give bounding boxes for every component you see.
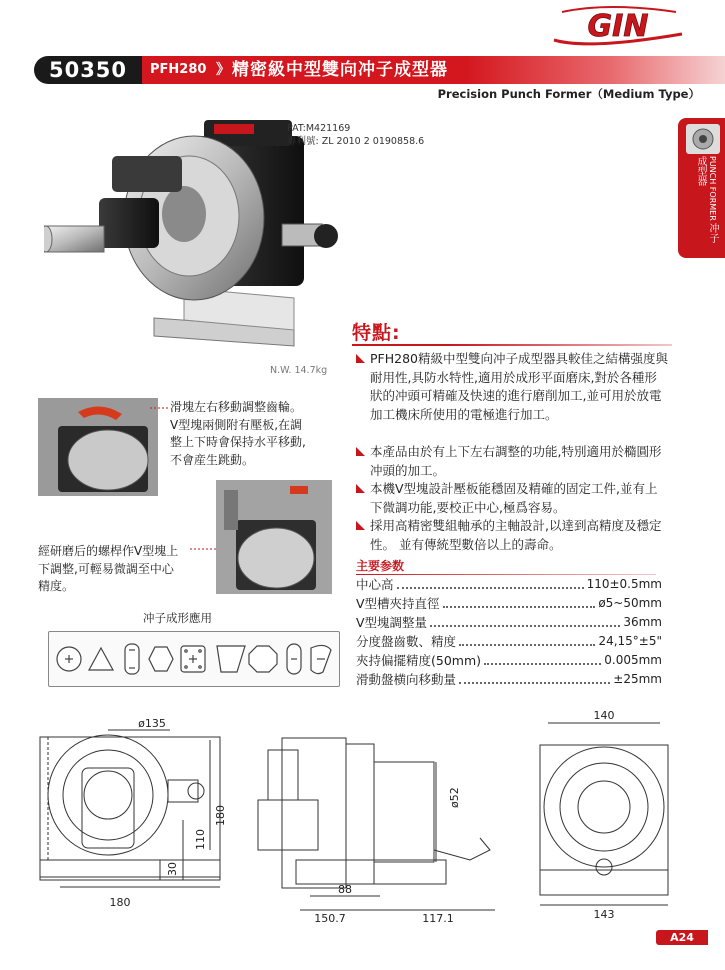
brand-logo-text: GIN xyxy=(587,9,649,44)
shapes-title: 冲子成形應用 xyxy=(143,611,212,625)
slot-shape-icon xyxy=(125,644,139,674)
spec-leader xyxy=(397,575,584,589)
model-code: PFH280 xyxy=(150,62,207,77)
callout-leader xyxy=(150,404,170,412)
dim-front-h1: 30 xyxy=(166,862,179,876)
callout-leader xyxy=(190,545,220,553)
spec-row xyxy=(356,670,662,689)
chevron-icon: 》 xyxy=(216,62,230,78)
dim-front-width: 180 xyxy=(109,896,131,909)
dim-side-diameter: ø52 xyxy=(448,787,461,808)
features-title: 特點: xyxy=(352,322,401,344)
tab-label-zh: 冲子成型器 xyxy=(695,156,718,244)
spec-value: 36mm xyxy=(623,615,662,629)
brand-logo xyxy=(548,4,688,48)
front-view-drawing xyxy=(40,730,220,887)
spec-row xyxy=(356,575,662,594)
spec-value: ø5~50mm xyxy=(598,596,662,610)
spec-row xyxy=(356,651,662,670)
net-weight: N.W. 14.7kg xyxy=(270,365,328,376)
trapezoid-shape-icon xyxy=(217,646,245,672)
dim-front-h3: 180 xyxy=(214,805,227,826)
spec-value: 110±0.5mm xyxy=(586,577,662,591)
teardrop-shape-icon xyxy=(311,645,331,673)
square-shape-icon xyxy=(181,646,205,672)
dim-back-bottom: 143 xyxy=(593,908,615,921)
shapes-panel xyxy=(48,631,340,687)
dim-front-h2: 110 xyxy=(194,829,207,850)
dim-back-top: 140 xyxy=(593,709,615,722)
hexagon-shape-icon xyxy=(149,647,173,671)
callout-screw xyxy=(38,543,178,596)
feature-text: 採用高精密雙組軸承的主軸設計,以達到高精度及穩定性。 並有傳統型數倍以上的壽命。 xyxy=(370,518,662,552)
callout-line: 下調整,可輕易微調至中心 xyxy=(38,561,174,576)
back-view-drawing xyxy=(540,723,668,905)
feature-item xyxy=(356,443,668,480)
tab-label-en: PUNCH FORMER xyxy=(708,156,717,221)
callout-line: 不會産生跳動。 xyxy=(170,452,255,467)
spec-leader xyxy=(443,594,596,608)
callout-line: V型塊兩側附有壓板,在調 xyxy=(170,417,303,432)
model-number: 50350 xyxy=(34,56,142,84)
patent-number: PAT:M421169 xyxy=(287,123,351,134)
patent-cn-number: 專利號: ZL 2010 2 0190858.6 xyxy=(287,136,425,147)
feature-text: 本產品由於有上下左右調整的功能,特別適用於橢圓形冲頭的加工。 xyxy=(370,444,662,478)
spec-label: 滑動盤横向移動量 xyxy=(356,672,457,687)
spec-value: ±25mm xyxy=(613,672,662,686)
dim-side-d2: 150.7 xyxy=(314,912,346,925)
octagon-shape-icon xyxy=(249,646,277,672)
detail-photo-slide xyxy=(38,398,158,496)
dim-side-d3: 117.1 xyxy=(422,912,454,925)
callout-line: 經研磨后的螺桿作V型塊上 xyxy=(38,544,179,558)
spec-row xyxy=(356,613,662,632)
dim-front-diameter: ø135 xyxy=(138,717,166,730)
triangle-shape-icon xyxy=(89,648,113,670)
detail-photo-screw xyxy=(216,480,332,594)
side-tab[interactable] xyxy=(678,118,725,258)
feature-item xyxy=(356,517,668,554)
feature-text: 本機V型塊設計壓板能穩固及精確的固定工件,並有上下微調功能,要校正中心,極爲容易。 xyxy=(370,481,658,515)
specs-title: 主要参数 xyxy=(356,559,405,573)
callout-line: 整上下時會保持水平移動, xyxy=(170,435,306,449)
triangle-bullet-icon xyxy=(356,354,365,363)
patent-info xyxy=(287,122,424,148)
dim-side-d1: 88 xyxy=(338,883,352,896)
callout-line: 滑塊左右移動調整齒輪。 xyxy=(170,400,303,414)
page-title-zh: 精密級中型雙向冲子成型器 xyxy=(232,60,448,80)
triangle-bullet-icon xyxy=(356,484,365,493)
callout-line: 精度。 xyxy=(38,579,75,593)
header-bar xyxy=(34,56,694,84)
feature-item xyxy=(356,350,668,424)
spec-row xyxy=(356,594,662,613)
spec-leader xyxy=(484,651,601,665)
triangle-bullet-icon xyxy=(356,447,365,456)
page-title-en: Precision Punch Former（Medium Type） xyxy=(437,87,700,101)
triangle-bullet-icon xyxy=(356,521,365,530)
spec-value: 24,15°±5" xyxy=(598,634,662,648)
spec-row xyxy=(356,632,662,651)
tab-product-icon xyxy=(686,124,720,154)
oval-shape-icon xyxy=(287,644,301,674)
feature-text: PFH280精級中型雙向冲子成型器具較佳之結構强度與耐用性,具防水特性,適用於成形平面磨床,對於各種形狀的冲頭可精確及快速的進行磨削加工,並可用於放電加工機床所使用的電極進行加工。 xyxy=(370,351,668,422)
feature-item xyxy=(356,480,668,517)
spec-label: V型塊調整量 xyxy=(356,615,428,630)
spec-leader xyxy=(430,613,620,627)
callout-slide-block xyxy=(170,399,306,469)
spec-label: 分度盤齒數、精度 xyxy=(356,634,457,649)
spec-label: 中心高 xyxy=(356,577,394,592)
circle-shape-icon xyxy=(57,647,81,671)
spec-label: 夾持偏擺精度(50mm) xyxy=(356,653,482,668)
technical-drawings xyxy=(0,700,725,925)
page-number: A24 xyxy=(656,930,708,945)
spec-leader xyxy=(459,670,610,684)
side-view-drawing xyxy=(258,738,495,910)
tab-label xyxy=(688,156,718,252)
spec-leader xyxy=(459,632,595,646)
features-underline xyxy=(352,344,672,346)
spec-value: 0.005mm xyxy=(604,653,662,667)
spec-label: V型槽夾持直徑 xyxy=(356,596,440,611)
